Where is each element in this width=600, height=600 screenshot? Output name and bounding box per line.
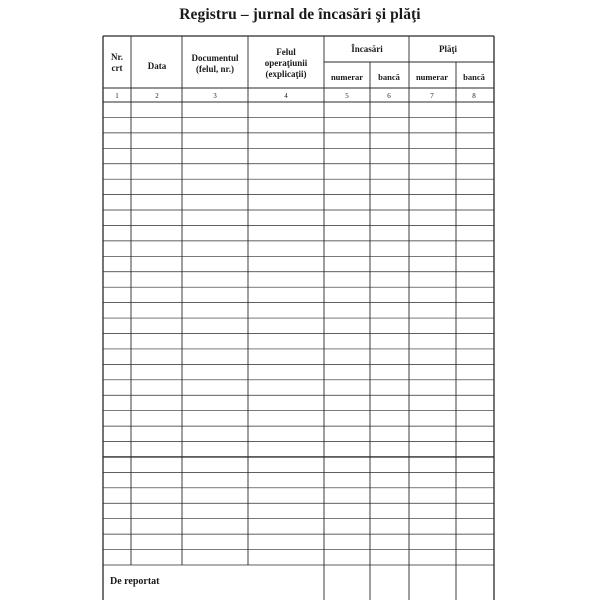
column-number-4: 4 [284,92,288,100]
header-incasari-banca: bancă [378,72,400,82]
column-number-2: 2 [155,92,159,100]
column-number-1: 1 [115,92,119,100]
document-title: Registru – jurnal de încasări şi plăţi [179,6,421,23]
header-nr-crt-line-1: Nr. [111,52,123,62]
header-nr-crt-line-2: crt [111,63,123,73]
header-felul-line-2: operaţiunii [264,58,308,68]
column-number-3: 3 [213,92,217,100]
ledger-grid [103,36,494,600]
header-felul-line-1: Felul [276,47,296,57]
header-plati: Plăţi [439,44,457,54]
header-plati-numerar: numerar [415,72,449,82]
header-felul-line-3: (explicaţii) [265,69,307,79]
column-number-7: 7 [430,92,434,100]
footer-de-reportat: De reportat [110,576,160,587]
column-number-5: 5 [345,92,349,100]
column-number-6: 6 [387,92,391,100]
column-number-8: 8 [472,92,476,100]
header-incasari-numerar: numerar [330,72,364,82]
header-data: Data [147,61,167,71]
header-incasari: Încasări [351,44,383,54]
header-documentul-line-1: Documentul [191,53,239,63]
header-plati-banca: bancă [463,72,485,82]
header-documentul-line-2: (felul, nr.) [196,64,234,74]
